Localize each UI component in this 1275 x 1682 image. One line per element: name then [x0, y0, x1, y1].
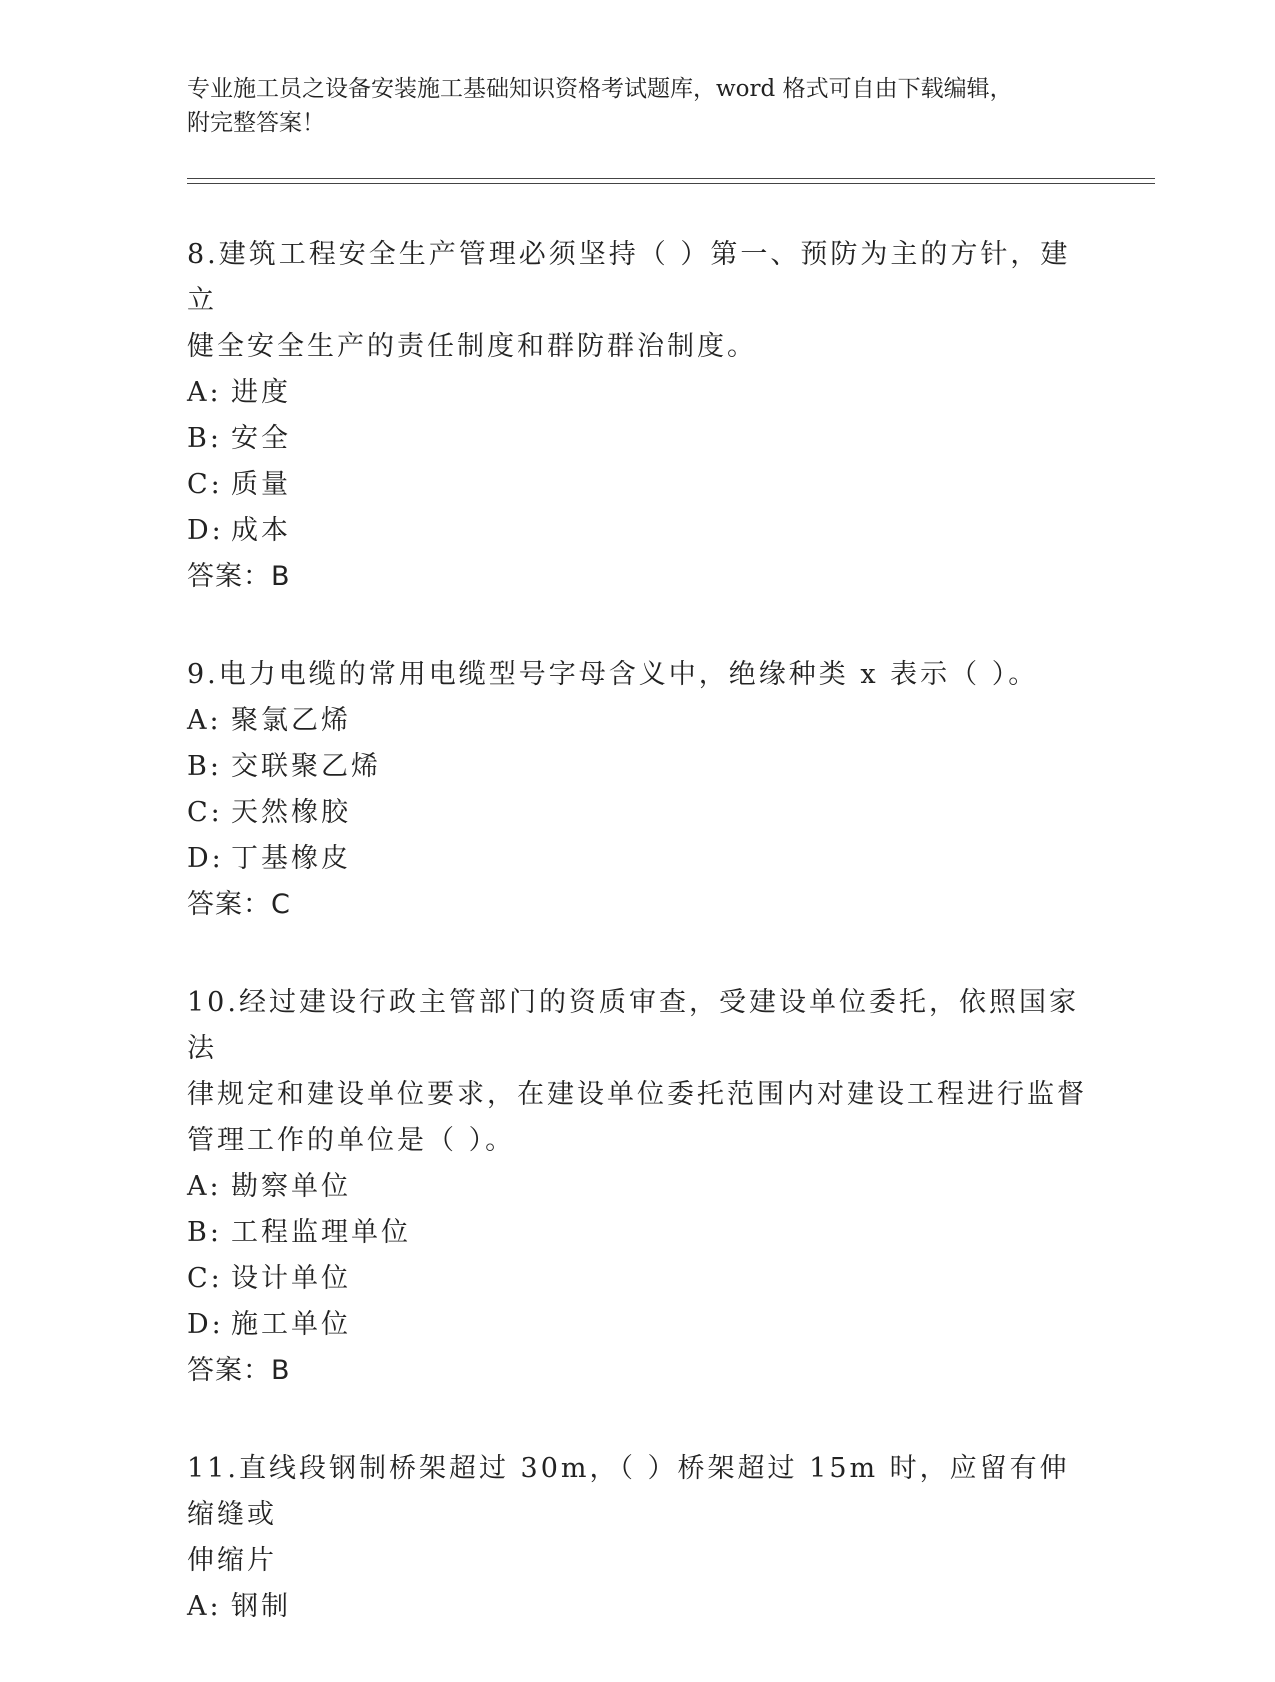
question-stem-line: 管理工作的单位是（ ）。	[187, 1125, 516, 1156]
answer-key: 答案：B	[187, 1355, 291, 1386]
question-item	[187, 980, 1087, 1394]
answer-key: 答案：B	[187, 561, 291, 592]
option-text: 丁基橡皮	[231, 843, 351, 874]
option-text: 设计单位	[231, 1263, 351, 1294]
answer-option	[187, 698, 1087, 744]
answer-option	[187, 836, 1087, 882]
option-text: 成本	[231, 515, 291, 546]
header-line-1: 专业施工员之设备安装施工基础知识资格考试题库，word 格式可自由下载编辑，	[187, 76, 1013, 102]
option-letter: B:	[187, 1217, 222, 1248]
option-text: 钢制	[231, 1591, 291, 1622]
option-text: 进度	[231, 377, 291, 408]
question-item	[187, 1446, 1087, 1630]
answer-option	[187, 508, 1087, 554]
answer-option	[187, 1302, 1087, 1348]
question-stem-line: 11.直线段钢制桥架超过 30m，（ ）桥架超过 15m 时，应留有伸缩缝或	[187, 1453, 1070, 1530]
question-stem-line: 健全安全生产的责任制度和群防群治制度。	[187, 331, 757, 362]
question-stem-line: 8.建筑工程安全生产管理必须坚持（ ）第一、预防为主的方针，建立	[187, 239, 1071, 316]
answer-option	[187, 370, 1087, 416]
question-list	[187, 232, 1087, 1682]
option-letter: C:	[187, 469, 223, 500]
header-divider-top	[187, 178, 1155, 179]
option-text: 勘察单位	[231, 1171, 351, 1202]
option-letter: B:	[187, 751, 222, 782]
answer-option	[187, 1584, 1087, 1630]
option-letter: A:	[187, 1171, 222, 1202]
question-stem-line: 律规定和建设单位要求，在建设单位委托范围内对建设工程进行监督	[187, 1079, 1087, 1110]
answer-option	[187, 462, 1087, 508]
answer-key: 答案：C	[187, 889, 291, 920]
option-letter: A:	[187, 377, 222, 408]
question-stem-line: 伸缩片	[187, 1545, 277, 1576]
answer-option	[187, 1210, 1087, 1256]
document-header	[187, 72, 1067, 140]
header-divider-bottom	[187, 183, 1155, 184]
option-text: 工程监理单位	[231, 1217, 411, 1248]
question-item	[187, 232, 1087, 600]
option-letter: C:	[187, 797, 223, 828]
option-text: 安全	[231, 423, 291, 454]
option-text: 聚氯乙烯	[231, 705, 351, 736]
option-letter: A:	[187, 1591, 222, 1622]
option-text: 施工单位	[231, 1309, 351, 1340]
option-text: 交联聚乙烯	[231, 751, 381, 782]
question-item	[187, 652, 1087, 928]
answer-option	[187, 1256, 1087, 1302]
header-line-2: 附完整答案！	[187, 110, 325, 136]
option-letter: D:	[187, 1309, 224, 1340]
option-letter: D:	[187, 515, 224, 546]
option-letter: B:	[187, 423, 222, 454]
answer-option	[187, 416, 1087, 462]
question-stem-line: 9.电力电缆的常用电缆型号字母含义中，绝缘种类 x 表示（ ）。	[187, 659, 1039, 690]
question-stem-line: 10.经过建设行政主管部门的资质审查，受建设单位委托，依照国家法	[187, 987, 1079, 1064]
option-text: 天然橡胶	[231, 797, 351, 828]
option-letter: D:	[187, 843, 224, 874]
answer-option	[187, 1164, 1087, 1210]
option-text: 质量	[231, 469, 291, 500]
option-letter: C:	[187, 1263, 223, 1294]
answer-option	[187, 790, 1087, 836]
answer-option	[187, 744, 1087, 790]
option-letter: A:	[187, 705, 222, 736]
